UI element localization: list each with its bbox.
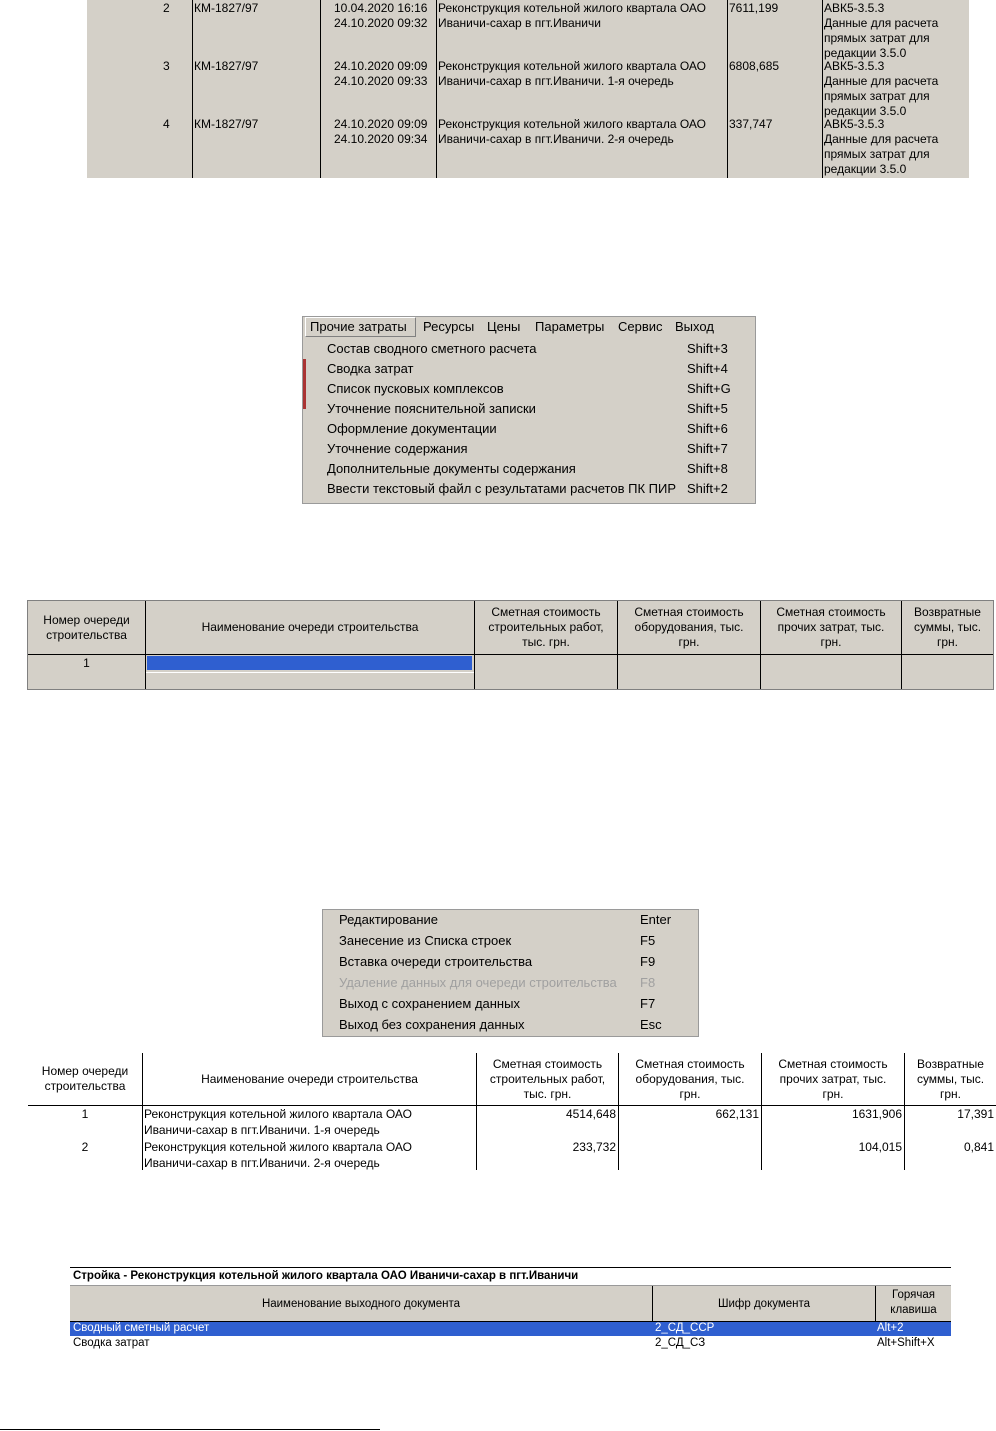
menu-item-documentation[interactable] [303, 419, 755, 439]
header-other-cost: Сметная стоимость прочих затрат, тыс. грн. [778, 1056, 888, 1101]
header-equipment-cost: Сметная стоимость оборудования, тыс. грн. [635, 1056, 745, 1101]
menu-item-shortcut: Shift+2 [687, 481, 728, 496]
header-document-code: Шифр документа [717, 1297, 811, 1310]
version-line3: прямых затрат для [824, 89, 930, 103]
header-document-name: Наименование выходного документа [261, 1297, 461, 1310]
version-line1: АВК5-3.5.3 [824, 1, 885, 15]
menu-item-insert-queue[interactable] [323, 952, 698, 973]
object-code: КМ-1827/97 [194, 59, 259, 73]
menu-exit[interactable]: Выход [675, 319, 714, 334]
object-code: КМ-1827/97 [194, 1, 259, 15]
header-other-cost: Сметная стоимость прочих затрат, тыс. грн. [776, 605, 886, 649]
menu-item-shortcut: F9 [640, 954, 656, 969]
menu-item-shortcut: Enter [640, 912, 672, 927]
row-number: 3 [163, 59, 170, 73]
menu-item-import-pir[interactable] [303, 479, 755, 499]
header-returns: Возвратные суммы, тыс. грн. [916, 1056, 985, 1101]
object-cost: 337,747 [729, 117, 773, 131]
menu-item-shortcut: F7 [640, 996, 656, 1011]
menu-item-shortcut: Shift+7 [687, 441, 728, 456]
menu-item-startup-complexes[interactable] [303, 379, 755, 399]
context-menu [322, 909, 699, 1037]
menu-bar [303, 317, 755, 337]
version-line2: Данные для расчета [824, 74, 939, 88]
header-hotkey-line1: Горячая [892, 1289, 935, 1301]
menu-item-label: Уточнение пояснительной записки [327, 401, 536, 416]
menu-item-cost-summary[interactable] [303, 359, 755, 379]
row-number: 4 [163, 117, 170, 131]
menu-item-label: Выход с сохранением данных [339, 996, 520, 1011]
menu-item-label: Занесение из Списка строек [339, 933, 512, 948]
queue-name-input[interactable] [147, 656, 472, 670]
menu-item-label: Уточнение содержания [327, 441, 468, 456]
document-hotkey: Alt+Shift+X [877, 1337, 935, 1349]
menu-other-costs[interactable]: Прочие затраты [310, 319, 407, 334]
object-cost: 6808,685 [729, 59, 780, 73]
menu-item-label: Выход без сохранения данных [339, 1017, 525, 1032]
menu-item-edit[interactable] [323, 910, 698, 931]
menu-item-explanatory-note[interactable] [303, 399, 755, 419]
header-construction-cost: Сметная стоимость строительных работ, тыс. грн. [488, 605, 604, 649]
header-queue-name: Наименование очереди строительства [201, 620, 419, 634]
menu-item-label: Ввести текстовый файл с результатами расчетов ПК ПИР [327, 481, 676, 496]
header-equipment-cost: Сметная стоимость оборудования, тыс. грн. [634, 605, 744, 649]
row-number: 2 [81, 1140, 89, 1154]
menu-item-delete-queue [323, 973, 698, 994]
menu-item-exit-no-save[interactable] [323, 1015, 698, 1036]
menu-item-shortcut: Shift+4 [687, 361, 728, 376]
menu-prices[interactable]: Цены [487, 319, 521, 334]
header-construction-cost: Сметная стоимость строительных работ, тыс. грн. [489, 1056, 606, 1101]
menu-item-label: Удаление данных для очереди строительства [339, 975, 617, 990]
objects-table [87, 0, 969, 178]
menu-item-shortcut: Shift+6 [687, 421, 728, 436]
queue-table-filled [28, 1053, 996, 1170]
footnote-separator [0, 1429, 380, 1430]
returns-sum: 0,841 [963, 1140, 994, 1154]
object-name-line1: Реконструкция котельной жилого квартала ОАО [438, 117, 706, 131]
menu-item-shortcut: Shift+G [687, 381, 731, 396]
menu-service[interactable]: Сервис [618, 319, 663, 334]
returns-sum: 17,391 [957, 1107, 994, 1121]
object-code: КМ-1827/97 [194, 117, 259, 131]
version-line2: Данные для расчета [824, 16, 939, 30]
object-name-line2: Иваничи-сахар в пгт.Иваничи [438, 16, 601, 30]
header-queue-name: Наименование очереди строительства [201, 1071, 418, 1086]
output-documents-table [70, 1267, 951, 1351]
row-number: 1 [81, 1107, 89, 1121]
menu-item-label: Оформление документации [327, 421, 497, 436]
menu-item-shortcut: Shift+3 [687, 341, 728, 356]
version-line4: редакции 3.5.0 [824, 162, 907, 176]
created-date: 10.04.2020 16:16 [334, 1, 428, 15]
queue-name-line1: Реконструкция котельной жилого квартала ОАО [144, 1140, 412, 1154]
menu-item-label: Сводка затрат [327, 361, 414, 376]
object-name-line2: Иваничи-сахар в пгт.Иваничи. 1-я очередь [438, 74, 674, 88]
menu-item-contents[interactable] [303, 439, 755, 459]
menu-item-import-from-list[interactable] [323, 931, 698, 952]
header-hotkey [876, 1288, 951, 1318]
header-returns: Возвратные суммы, тыс. грн. [913, 605, 982, 649]
version-line3: прямых затрат для [824, 31, 930, 45]
queue-name-line2: Иваничи-сахар в пгт.Иваничи. 1-я очередь [144, 1123, 380, 1137]
menu-item-additional-docs[interactable] [303, 459, 755, 479]
menu-item-shortcut: Shift+5 [687, 401, 728, 416]
queue-name-line1: Реконструкция котельной жилого квартала ОАО [144, 1107, 412, 1121]
row-number: 2 [163, 1, 170, 15]
menu-item-label: Список пусковых комплексов [327, 381, 504, 396]
document-code: 2_СД_СЗ [655, 1337, 706, 1349]
object-cost: 7611,199 [729, 1, 779, 15]
other-cost: 1631,906 [851, 1107, 902, 1121]
document-name: Сводка затрат [73, 1337, 150, 1349]
menu-item-label: Дополнительные документы содержания [327, 461, 576, 476]
menu-parameters[interactable]: Параметры [535, 319, 605, 334]
construction-cost: 233,732 [572, 1140, 616, 1154]
version-line3: прямых затрат для [824, 147, 930, 161]
object-name-line2: Иваничи-сахар в пгт.Иваничи. 2-я очередь [438, 132, 674, 146]
version-line2: Данные для расчета [824, 132, 939, 146]
version-line4: редакции 3.5.0 [824, 46, 907, 60]
construction-cost: 4514,648 [565, 1107, 616, 1121]
object-name-line1: Реконструкция котельной жилого квартала ОАО [438, 59, 706, 73]
document-name: Сводный сметный расчет [73, 1322, 210, 1334]
version-line1: АВК5-3.5.3 [824, 59, 885, 73]
menu-resources[interactable]: Ресурсы [423, 319, 475, 334]
created-date: 24.10.2020 09:09 [334, 59, 428, 73]
document-hotkey: Alt+2 [877, 1322, 904, 1334]
menu-item-shortcut: F5 [640, 933, 656, 948]
row-number: 1 [83, 656, 90, 670]
construction-title: Стройка - Реконструкция котельной жилого квартала ОАО Иваничи-сахар в пгт.Иваничи [70, 1267, 951, 1284]
header-queue-number: Номер очереди строительства [41, 1064, 129, 1093]
version-line4: редакции 3.5.0 [824, 104, 907, 118]
queue-name-line2: Иваничи-сахар в пгт.Иваничи. 2-я очередь [144, 1156, 380, 1170]
table-row[interactable] [70, 1336, 951, 1351]
menu-bar-dropdown [302, 316, 756, 504]
created-date: 24.10.2020 09:09 [334, 117, 428, 131]
equipment-cost: 662,131 [715, 1107, 759, 1121]
menu-item-label: Редактирование [339, 912, 439, 927]
modified-date: 24.10.2020 09:32 [334, 16, 428, 30]
document-code: 2_СД_ССР [655, 1322, 715, 1334]
version-line1: АВК5-3.5.3 [824, 117, 885, 131]
menu-item-label: Вставка очереди строительства [339, 954, 533, 969]
menu-item-ssr-composition[interactable] [303, 339, 755, 359]
menu-item-shortcut: Shift+8 [687, 461, 728, 476]
modified-date: 24.10.2020 09:33 [334, 74, 428, 88]
menu-item-save-exit[interactable] [323, 994, 698, 1015]
modified-date: 24.10.2020 09:34 [334, 132, 428, 146]
menu-item-shortcut: F8 [640, 975, 656, 990]
menu-item-label: Состав сводного сметного расчета [327, 341, 537, 356]
menu-item-shortcut: Esc [640, 1017, 662, 1032]
header-queue-number: Номер очереди строительства [43, 612, 130, 642]
object-name-line1: Реконструкция котельной жилого квартала ОАО [438, 1, 706, 15]
header-hotkey-line2: клавиша [890, 1304, 937, 1316]
queue-table-empty [27, 600, 994, 690]
other-cost: 104,015 [858, 1140, 902, 1154]
